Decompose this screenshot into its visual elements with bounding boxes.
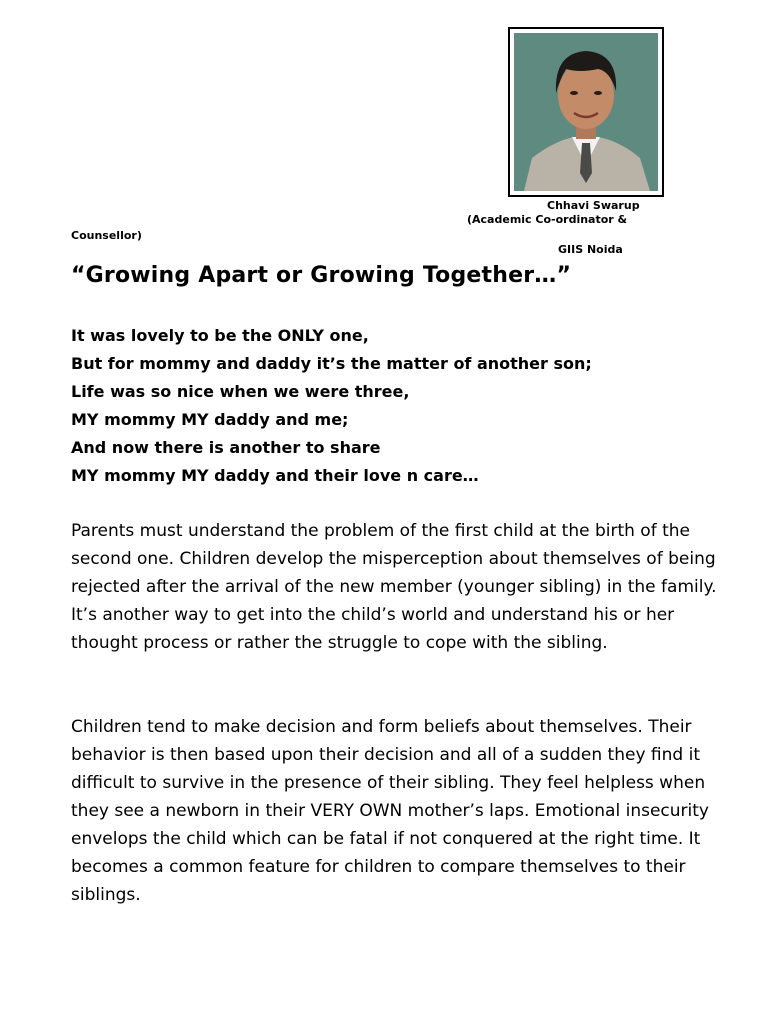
body-paragraph: Children tend to make decision and form beliefs about themselves. Their behavior is then based upon their decision and all of a sudden they find it difficult to survive in the presence of their sibling. They feel helpless when they see a newborn in their VERY OWN mother’s laps. Emotional insecurity envelops the child which can be fatal if not conquered at the right time. It becomes a common feature for children to compare themselves to their siblings. <box>71 717 709 905</box>
author-role-continued: Counsellor) <box>71 229 142 242</box>
poem-line: Life was so nice when we were three, <box>71 382 410 401</box>
poem-line: MY mommy MY daddy and me; <box>71 410 349 429</box>
body-paragraph-group <box>71 517 731 657</box>
author-name: Chhavi Swarup <box>547 199 640 212</box>
article-title: “Growing Apart or Growing Together…” <box>71 263 572 288</box>
body-paragraph: Parents must understand the problem of the first child at the birth of the second one. Children develop the misperception about themselves of being rejected after the arrival of the new member (younger sibling) in the family. <box>71 521 717 597</box>
author-role: (Academic Co-ordinator & <box>467 213 628 226</box>
poem-line: But for mommy and daddy it’s the matter of another son; <box>71 354 592 373</box>
poem-line: And now there is another to share <box>71 438 381 457</box>
poem-line: MY mommy MY daddy and their love n care… <box>71 466 479 485</box>
body-paragraph: It’s another way to get into the child’s world and understand his or her thought process or rather the struggle to cope with the sibling. <box>71 605 675 653</box>
poem-line: It was lovely to be the ONLY one, <box>71 326 369 345</box>
poem <box>71 322 711 490</box>
author-school: GIIS Noida <box>558 243 623 256</box>
author-photo-frame <box>508 27 664 197</box>
portrait-image <box>514 33 658 191</box>
author-photo <box>514 33 658 191</box>
body-paragraph-group <box>71 713 731 909</box>
